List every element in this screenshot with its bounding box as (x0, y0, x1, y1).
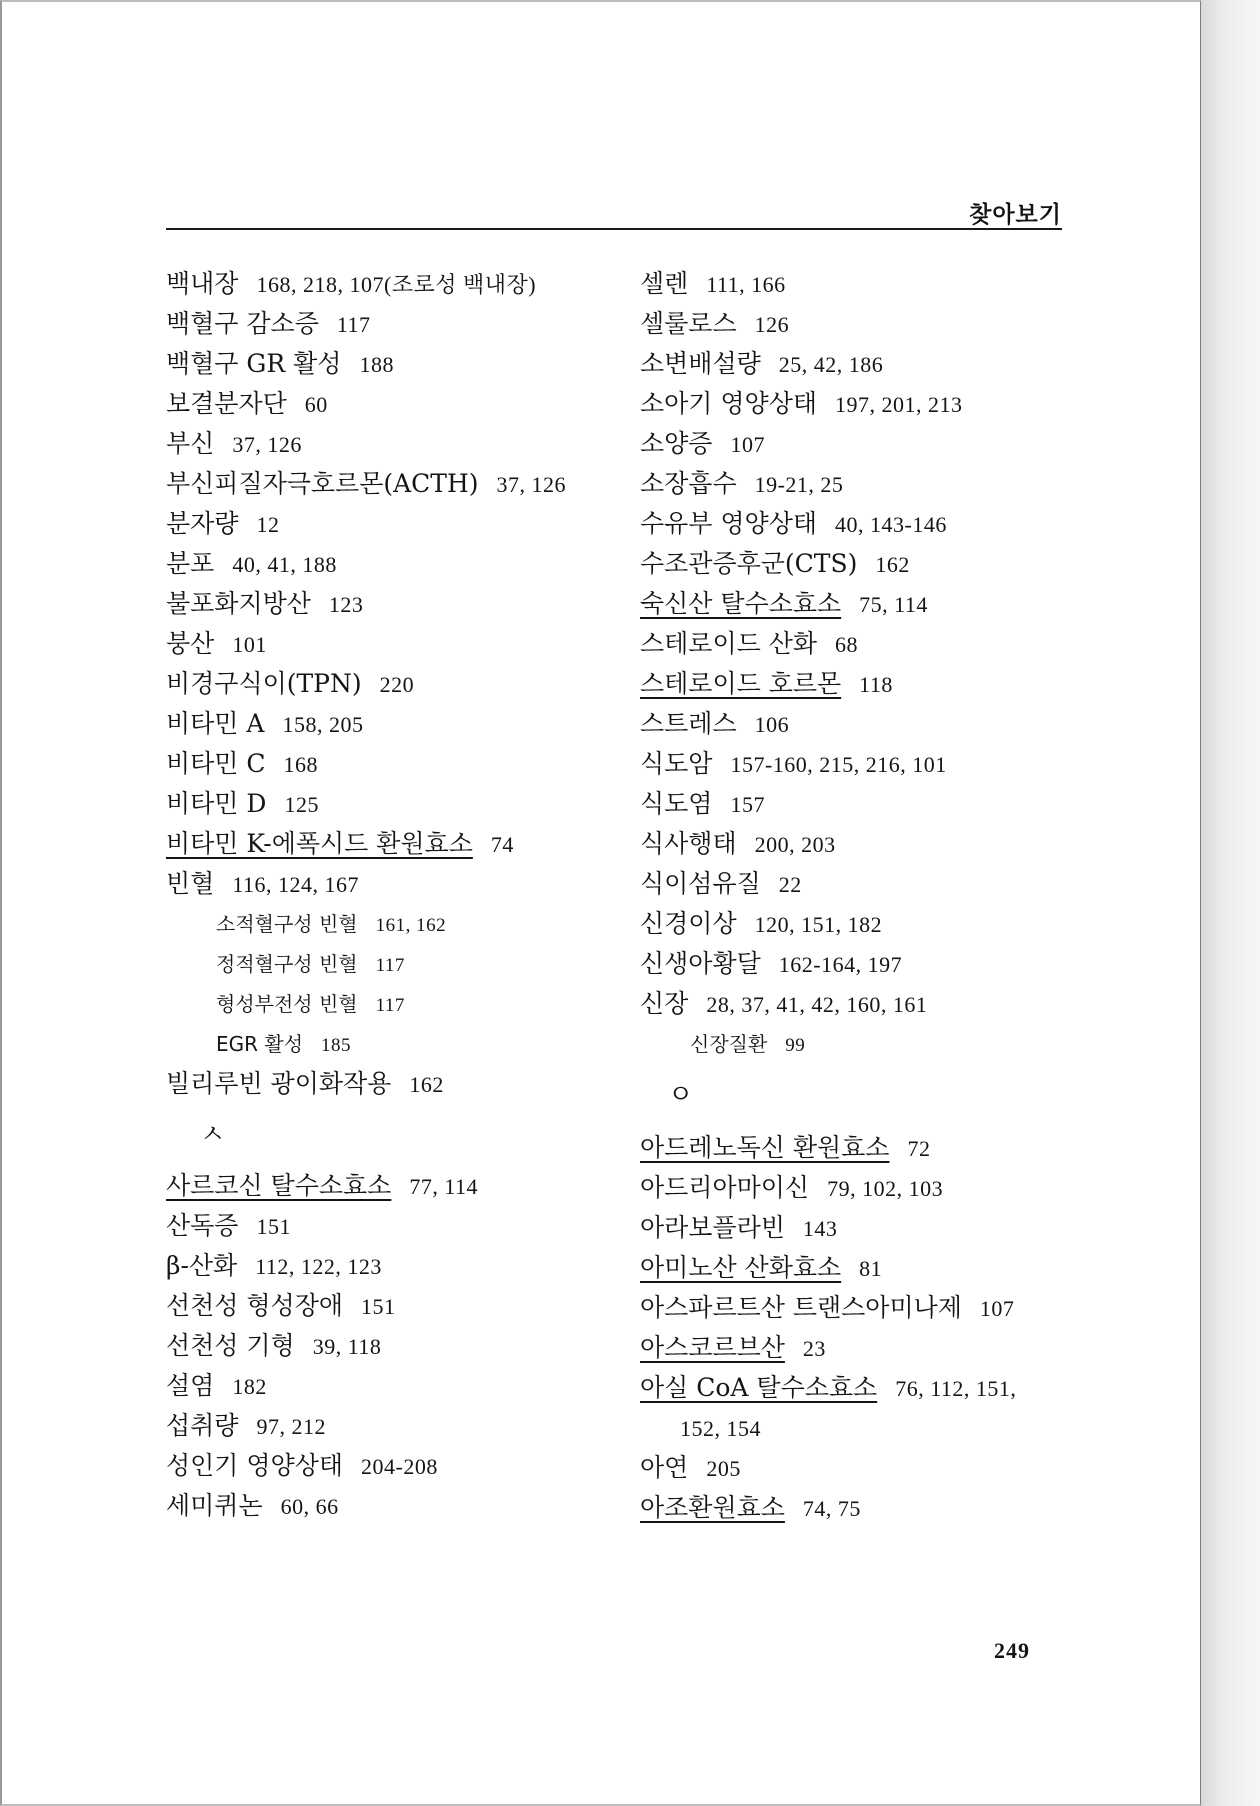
index-entry (640, 1248, 1080, 1288)
index-entry (166, 384, 606, 424)
entry-pages: 22 (778, 872, 802, 897)
entry-term: 식도염 (640, 789, 713, 818)
index-entry (640, 1368, 1080, 1408)
index-entry (640, 344, 1080, 384)
index-entry (166, 1406, 606, 1446)
index-entry (640, 464, 1080, 504)
entry-term: 설염 (166, 1371, 215, 1400)
entry-pages: 23 (802, 1336, 826, 1361)
entry-pages: 126 (754, 312, 790, 337)
index-entry (166, 824, 606, 864)
entry-term: 섭취량 (166, 1411, 239, 1440)
entry-term: 식도암 (640, 749, 713, 778)
page-number: 249 (994, 1638, 1030, 1663)
entry-pages: 37, 126 (232, 432, 302, 457)
entry-pages: 76, 112, 151, (895, 1376, 1017, 1401)
entry-term: 산독증 (166, 1211, 239, 1240)
index-subentry (166, 904, 606, 944)
index-entry (640, 984, 1080, 1024)
entry-pages: 77, 114 (409, 1174, 478, 1199)
index-entry (640, 544, 1080, 584)
entry-pages: 25, 42, 186 (778, 352, 884, 377)
entry-pages: 151 (256, 1214, 291, 1239)
entry-pages: 158, 205 (282, 712, 364, 737)
entry-pages: 204-208 (361, 1454, 438, 1479)
entry-term: 부신 (166, 429, 215, 458)
index-entry (640, 384, 1080, 424)
header-rule (166, 228, 1062, 230)
index-entry (166, 1064, 606, 1104)
entry-pages: 185 (321, 1035, 352, 1056)
index-entry (640, 1288, 1080, 1328)
index-entry (640, 1128, 1080, 1168)
index-entry (640, 1208, 1080, 1248)
entry-term: 형성부전성 빈혈 (216, 992, 358, 1016)
entry-term: 소아기 영양상태 (640, 389, 817, 418)
sub-entries-group (166, 904, 606, 1064)
entry-term: 비타민 K-에폭시드 환원효소 (166, 829, 473, 858)
index-entry (166, 1286, 606, 1326)
entry-term: 아스코르브산 (640, 1333, 785, 1362)
entry-pages: 37, 126 (496, 472, 567, 497)
entry-term: 백혈구 GR 활성 (166, 349, 342, 378)
entry-term: 선천성 형성장애 (166, 1291, 343, 1320)
index-entry (166, 344, 606, 384)
entries-group (166, 1166, 606, 1526)
entry-term: β-산화 (166, 1251, 238, 1280)
entry-pages: 75, 114 (859, 592, 928, 617)
entry-term: 부신피질자극호르몬(ACTH) (166, 469, 479, 498)
entry-pages: 162 (409, 1072, 444, 1097)
entry-pages: 107 (730, 432, 765, 457)
entry-term: 수조관증후군(CTS) (640, 549, 858, 578)
index-entry (640, 1488, 1080, 1528)
entry-term: 세미퀴논 (166, 1491, 263, 1520)
index-entry (166, 624, 606, 664)
entry-pages: 81 (859, 1256, 883, 1281)
index-column-right (640, 264, 1080, 1528)
entry-term: 정적혈구성 빈혈 (216, 952, 358, 976)
entry-pages: 117 (336, 312, 371, 337)
entry-term: 셀렌 (640, 269, 689, 298)
entry-pages: 28, 37, 41, 42, 160, 161 (706, 992, 928, 1017)
entries-group (640, 1128, 1080, 1408)
viewer-background (1201, 0, 1260, 1806)
entry-term: 성인기 영양상태 (166, 1451, 343, 1480)
entry-pages: 151 (361, 1294, 396, 1319)
index-subentry (640, 1024, 1080, 1064)
index-entry-continuation (640, 1408, 1080, 1448)
index-entry (640, 304, 1080, 344)
index-entry (166, 1166, 606, 1206)
entry-term: 아드레노독신 환원효소 (640, 1133, 890, 1162)
entry-term: 숙신산 탈수소효소 (640, 589, 842, 618)
index-entry (166, 1246, 606, 1286)
index-entry (640, 904, 1080, 944)
index-entry (166, 264, 606, 304)
index-entry (166, 1486, 606, 1526)
entry-term: 신경이상 (640, 909, 737, 938)
section-heading: ㅇ (668, 1080, 694, 1110)
entry-term: 수유부 영양상태 (640, 509, 817, 538)
entry-term: 비타민 D (166, 789, 267, 818)
index-entry (640, 1448, 1080, 1488)
index-subentry (166, 944, 606, 984)
entry-term: 분자량 (166, 509, 239, 538)
entry-pages: 152, 154 (680, 1416, 761, 1441)
entry-term: 신생아황달 (640, 949, 761, 978)
entry-pages: 143 (802, 1216, 838, 1241)
index-entry (166, 464, 606, 504)
entry-pages: 111, 166 (706, 272, 786, 297)
index-entry (166, 864, 606, 904)
entry-pages: 40, 41, 188 (232, 552, 337, 577)
entry-term: 아연 (640, 1453, 689, 1482)
entry-pages: 60, 66 (280, 1494, 339, 1519)
entry-pages: 112, 122, 123 (255, 1254, 382, 1279)
entry-term: EGR 활성 (216, 1032, 304, 1056)
entry-pages: 220 (379, 672, 415, 697)
entry-term: 붕산 (166, 629, 215, 658)
entry-term: 비타민 A (166, 709, 265, 738)
section-heading: ㅅ (200, 1120, 226, 1150)
entry-pages: 68 (835, 632, 858, 657)
entry-pages: 74, 75 (802, 1496, 861, 1521)
entry-term: 식사행태 (640, 829, 737, 858)
entry-term: 소변배설량 (640, 349, 761, 378)
entry-term: 아드리아마이신 (640, 1173, 810, 1202)
entry-term: 백혈구 감소증 (166, 309, 319, 338)
index-entry (166, 1366, 606, 1406)
index-entry (640, 424, 1080, 464)
entry-term: 신장 (640, 989, 689, 1018)
entry-term: 아미노산 산화효소 (640, 1253, 842, 1282)
index-entry (166, 424, 606, 464)
entry-pages: 19-21, 25 (754, 472, 844, 497)
index-entry (640, 864, 1080, 904)
index-entry (640, 824, 1080, 864)
index-entry (166, 664, 606, 704)
entry-term: 신장질환 (690, 1032, 768, 1056)
index-subentry (166, 984, 606, 1024)
entry-pages: 101 (232, 632, 267, 657)
entry-pages: 168, 218, 107(조로성 백내장) (256, 272, 537, 297)
entry-term: 소양증 (640, 429, 713, 458)
entry-term: 아조환원효소 (640, 1493, 785, 1522)
index-entry (166, 544, 606, 584)
entry-pages: 79, 102, 103 (827, 1176, 944, 1201)
index-entry (640, 744, 1080, 784)
entry-pages: 40, 143-146 (835, 512, 947, 537)
entry-term: 불포화지방산 (166, 589, 311, 618)
index-entry (640, 584, 1080, 624)
entry-pages: 117 (375, 995, 405, 1016)
entry-pages: 197, 201, 213 (835, 392, 963, 417)
entry-pages: 188 (359, 352, 394, 377)
entry-term: 사르코신 탈수소효소 (166, 1171, 392, 1200)
entry-pages: 106 (754, 712, 790, 737)
entry-term: 식이섬유질 (640, 869, 761, 898)
entry-term: 선천성 기형 (166, 1331, 295, 1360)
entry-term: 비경구식이(TPN) (166, 669, 362, 698)
index-entry (166, 584, 606, 624)
entries-group (640, 1448, 1080, 1528)
entry-pages: 162 (875, 552, 910, 577)
index-column-left (166, 264, 606, 1526)
index-entry (640, 944, 1080, 984)
entry-pages: 39, 118 (312, 1334, 382, 1359)
entry-term: 아라보플라빈 (640, 1213, 785, 1242)
entry-pages: 74 (490, 832, 514, 857)
entry-term: 스트레스 (640, 709, 737, 738)
entry-pages: 118 (859, 672, 893, 697)
entries-group (166, 264, 606, 904)
entry-pages: 117 (375, 955, 405, 976)
index-entry (166, 504, 606, 544)
entry-pages: 99 (785, 1035, 806, 1056)
index-entry (166, 1326, 606, 1366)
index-entry (640, 1168, 1080, 1208)
index-entry (640, 264, 1080, 304)
index-entry (166, 1206, 606, 1246)
entry-pages: 125 (284, 792, 319, 817)
entry-term: 셀룰로스 (640, 309, 737, 338)
entry-pages: 123 (328, 592, 364, 617)
entry-pages: 200, 203 (754, 832, 836, 857)
entry-pages: 205 (706, 1456, 741, 1481)
entry-term: 아스파르트산 트랜스아미나제 (640, 1293, 962, 1322)
entry-pages: 161, 162 (375, 915, 447, 936)
entry-pages: 107 (979, 1296, 1015, 1321)
entry-pages: 97, 212 (256, 1414, 326, 1439)
entry-pages: 157 (730, 792, 765, 817)
entry-term: 분포 (166, 549, 215, 578)
entry-term: 보결분자단 (166, 389, 287, 418)
index-entry (640, 704, 1080, 744)
entry-term: 백내장 (166, 269, 239, 298)
entry-pages: 162-164, 197 (778, 952, 903, 977)
entry-term: 소장흡수 (640, 469, 737, 498)
entry-pages: 182 (232, 1374, 267, 1399)
index-entry (166, 1446, 606, 1486)
header-title: 찾아보기 (969, 202, 1062, 228)
sub-entries-group (640, 1024, 1080, 1064)
entry-pages: 157-160, 215, 216, 101 (730, 752, 947, 777)
index-entry (166, 304, 606, 344)
index-entry (640, 784, 1080, 824)
index-entry (166, 704, 606, 744)
index-entry (166, 784, 606, 824)
entry-term: 소적혈구성 빈혈 (216, 912, 358, 936)
index-entry (640, 624, 1080, 664)
entry-pages: 60 (304, 392, 328, 417)
entry-term: 스테로이드 산화 (640, 629, 817, 658)
index-entry (166, 744, 606, 784)
page-header (166, 196, 1062, 232)
index-entry (640, 504, 1080, 544)
entry-term: 아실 CoA 탈수소효소 (640, 1373, 878, 1402)
index-subentry (166, 1024, 606, 1064)
entry-pages: 120, 151, 182 (754, 912, 883, 937)
entry-pages: 72 (907, 1136, 931, 1161)
entries-group (640, 264, 1080, 1024)
entry-pages: 116, 124, 167 (232, 872, 359, 897)
entry-term: 빌리루빈 광이화작용 (166, 1069, 392, 1098)
entry-term: 스테로이드 호르몬 (640, 669, 842, 698)
entries-group (166, 1064, 606, 1104)
entry-term: 비타민 C (166, 749, 266, 778)
entry-pages: 168 (283, 752, 319, 777)
index-entry (640, 1328, 1080, 1368)
entry-term: 빈혈 (166, 869, 215, 898)
entry-pages: 12 (256, 512, 280, 537)
index-entry (640, 664, 1080, 704)
